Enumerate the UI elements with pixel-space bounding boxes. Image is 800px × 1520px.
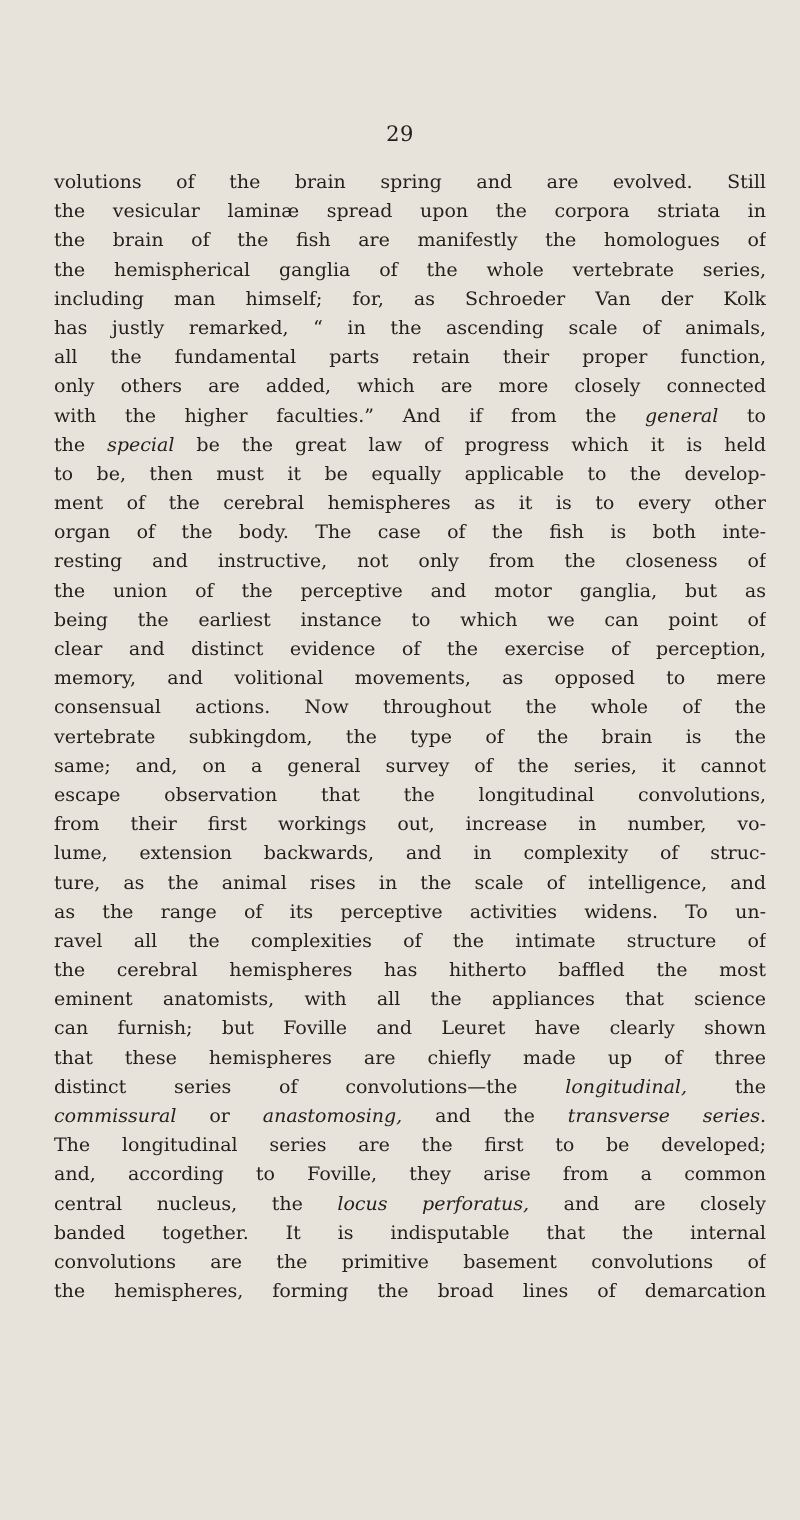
text-segment: volutions of the brain spring and are evolved. Still [54, 171, 766, 193]
text-segment: has justly remarked, “ in the ascending scale of animals, [54, 316, 766, 339]
text-line [54, 869, 766, 898]
text-segment: The longitudinal series are the first to be developed; [54, 1134, 766, 1157]
text-segment: memory, and volitional movements, as opposed to mere [54, 667, 766, 690]
text-line [54, 402, 766, 431]
text-segment: being the earliest instance to which we can point of [54, 608, 766, 631]
text-segment: ture, as the animal rises in the scale of intelligence, and [54, 871, 766, 894]
text-segment: and, according to Foville, they arise from a common [54, 1163, 766, 1186]
text-line [54, 1014, 766, 1043]
body-text [54, 168, 766, 1306]
text-line [54, 1044, 766, 1073]
text-line [54, 431, 766, 460]
text-line [54, 635, 766, 664]
italic-term: special [107, 433, 175, 456]
text-segment: to [718, 404, 766, 427]
text-segment: as the range of its perceptive activities widens. To un- [54, 900, 766, 923]
text-line [54, 956, 766, 985]
text-segment: vertebrate subkingdom, the type of the brain is the [54, 725, 766, 748]
text-segment: and are closely [529, 1192, 766, 1215]
text-segment: the brain of the fish are manifestly the homologues of [54, 229, 766, 252]
text-line [54, 1190, 766, 1219]
text-segment: ravel all the complexities of the intimate structure of [54, 929, 766, 952]
text-segment: including man himself; for, as Schroeder Van der Kolk [54, 287, 766, 310]
text-segment: to be, then must it be equally applicable to the develop- [54, 462, 766, 485]
text-segment: escape observation that the longitudinal convolutions, [54, 783, 766, 806]
text-segment: the [687, 1075, 766, 1098]
text-line [54, 168, 766, 197]
italic-term: general [644, 404, 719, 427]
text-segment: all the fundamental parts retain their proper function, [54, 346, 766, 369]
text-line [54, 664, 766, 693]
text-line [54, 256, 766, 285]
text-line [54, 1248, 766, 1277]
text-line [54, 1160, 766, 1189]
text-segment: the cerebral hemispheres has hitherto baffled the most [54, 959, 766, 982]
text-line [54, 985, 766, 1014]
text-segment: the vesicular laminæ spread upon the corpora striata in [54, 200, 766, 223]
text-segment: that these hemispheres are chiefly made up of three [54, 1046, 766, 1069]
text-segment: from their first workings out, increase in number, vo- [54, 813, 766, 836]
page-number: 29 [386, 122, 414, 146]
text-segment: the hemispheres, forming the broad lines of demarcation [54, 1280, 766, 1303]
text-segment: convolutions are the primitive basement convolutions of [54, 1250, 766, 1273]
text-segment: central nucleus, the [54, 1192, 338, 1215]
text-line [54, 1102, 766, 1131]
text-segment: eminent anatomists, with all the appliances that science [54, 988, 766, 1011]
text-line [54, 285, 766, 314]
text-segment: the hemispherical ganglia of the whole vertebrate series, [54, 258, 766, 281]
text-line [54, 752, 766, 781]
text-line [54, 1131, 766, 1160]
italic-term: locus perforatus, [337, 1192, 530, 1215]
text-line [54, 577, 766, 606]
text-segment: banded together. It is indisputable that the internal [54, 1221, 766, 1244]
text-line [54, 1277, 766, 1306]
text-line [54, 314, 766, 343]
text-line [54, 197, 766, 226]
text-line [54, 927, 766, 956]
italic-term: transverse series. [567, 1105, 766, 1127]
text-segment: be the great law of progress which it is held [174, 433, 766, 456]
text-line [54, 1219, 766, 1248]
text-segment: ment of the cerebral hemispheres as it is to every other [54, 492, 766, 515]
text-segment: lume, extension backwards, and in complexity of struc- [54, 842, 766, 865]
text-line [54, 518, 766, 547]
text-line [54, 226, 766, 255]
text-line [54, 781, 766, 810]
text-segment: resting and instructive, not only from the closeness of [54, 550, 766, 573]
text-segment: consensual actions. Now throughout the whole of the [54, 696, 766, 719]
text-segment: same; and, on a general survey of the series, it cannot [54, 754, 766, 777]
text-line [54, 489, 766, 518]
text-line [54, 693, 766, 722]
text-segment: distinct series of convolutions—the [54, 1075, 566, 1098]
text-segment: only others are added, which are more closely connected [54, 375, 766, 398]
text-line [54, 839, 766, 868]
text-segment: with the higher faculties.” And if from the [54, 404, 645, 427]
text-line [54, 1073, 766, 1102]
text-line [54, 810, 766, 839]
text-segment: the [54, 433, 108, 456]
text-line [54, 372, 766, 401]
text-segment: and the [402, 1105, 568, 1127]
text-segment: or [176, 1105, 263, 1127]
text-segment: the union of the perceptive and motor ganglia, but as [54, 579, 766, 602]
text-segment: clear and distinct evidence of the exercise of perception, [54, 638, 766, 660]
text-segment: can furnish; but Foville and Leuret have clearly shown [54, 1017, 766, 1040]
text-line [54, 723, 766, 752]
text-line [54, 343, 766, 372]
text-line [54, 898, 766, 927]
text-line [54, 547, 766, 576]
italic-term: commissural [54, 1105, 177, 1127]
text-segment: organ of the body. The case of the fish is both inte- [54, 521, 766, 544]
italic-term: longitudinal, [565, 1075, 688, 1098]
text-line [54, 606, 766, 635]
text-line [54, 460, 766, 489]
italic-term: anastomosing, [262, 1105, 403, 1127]
